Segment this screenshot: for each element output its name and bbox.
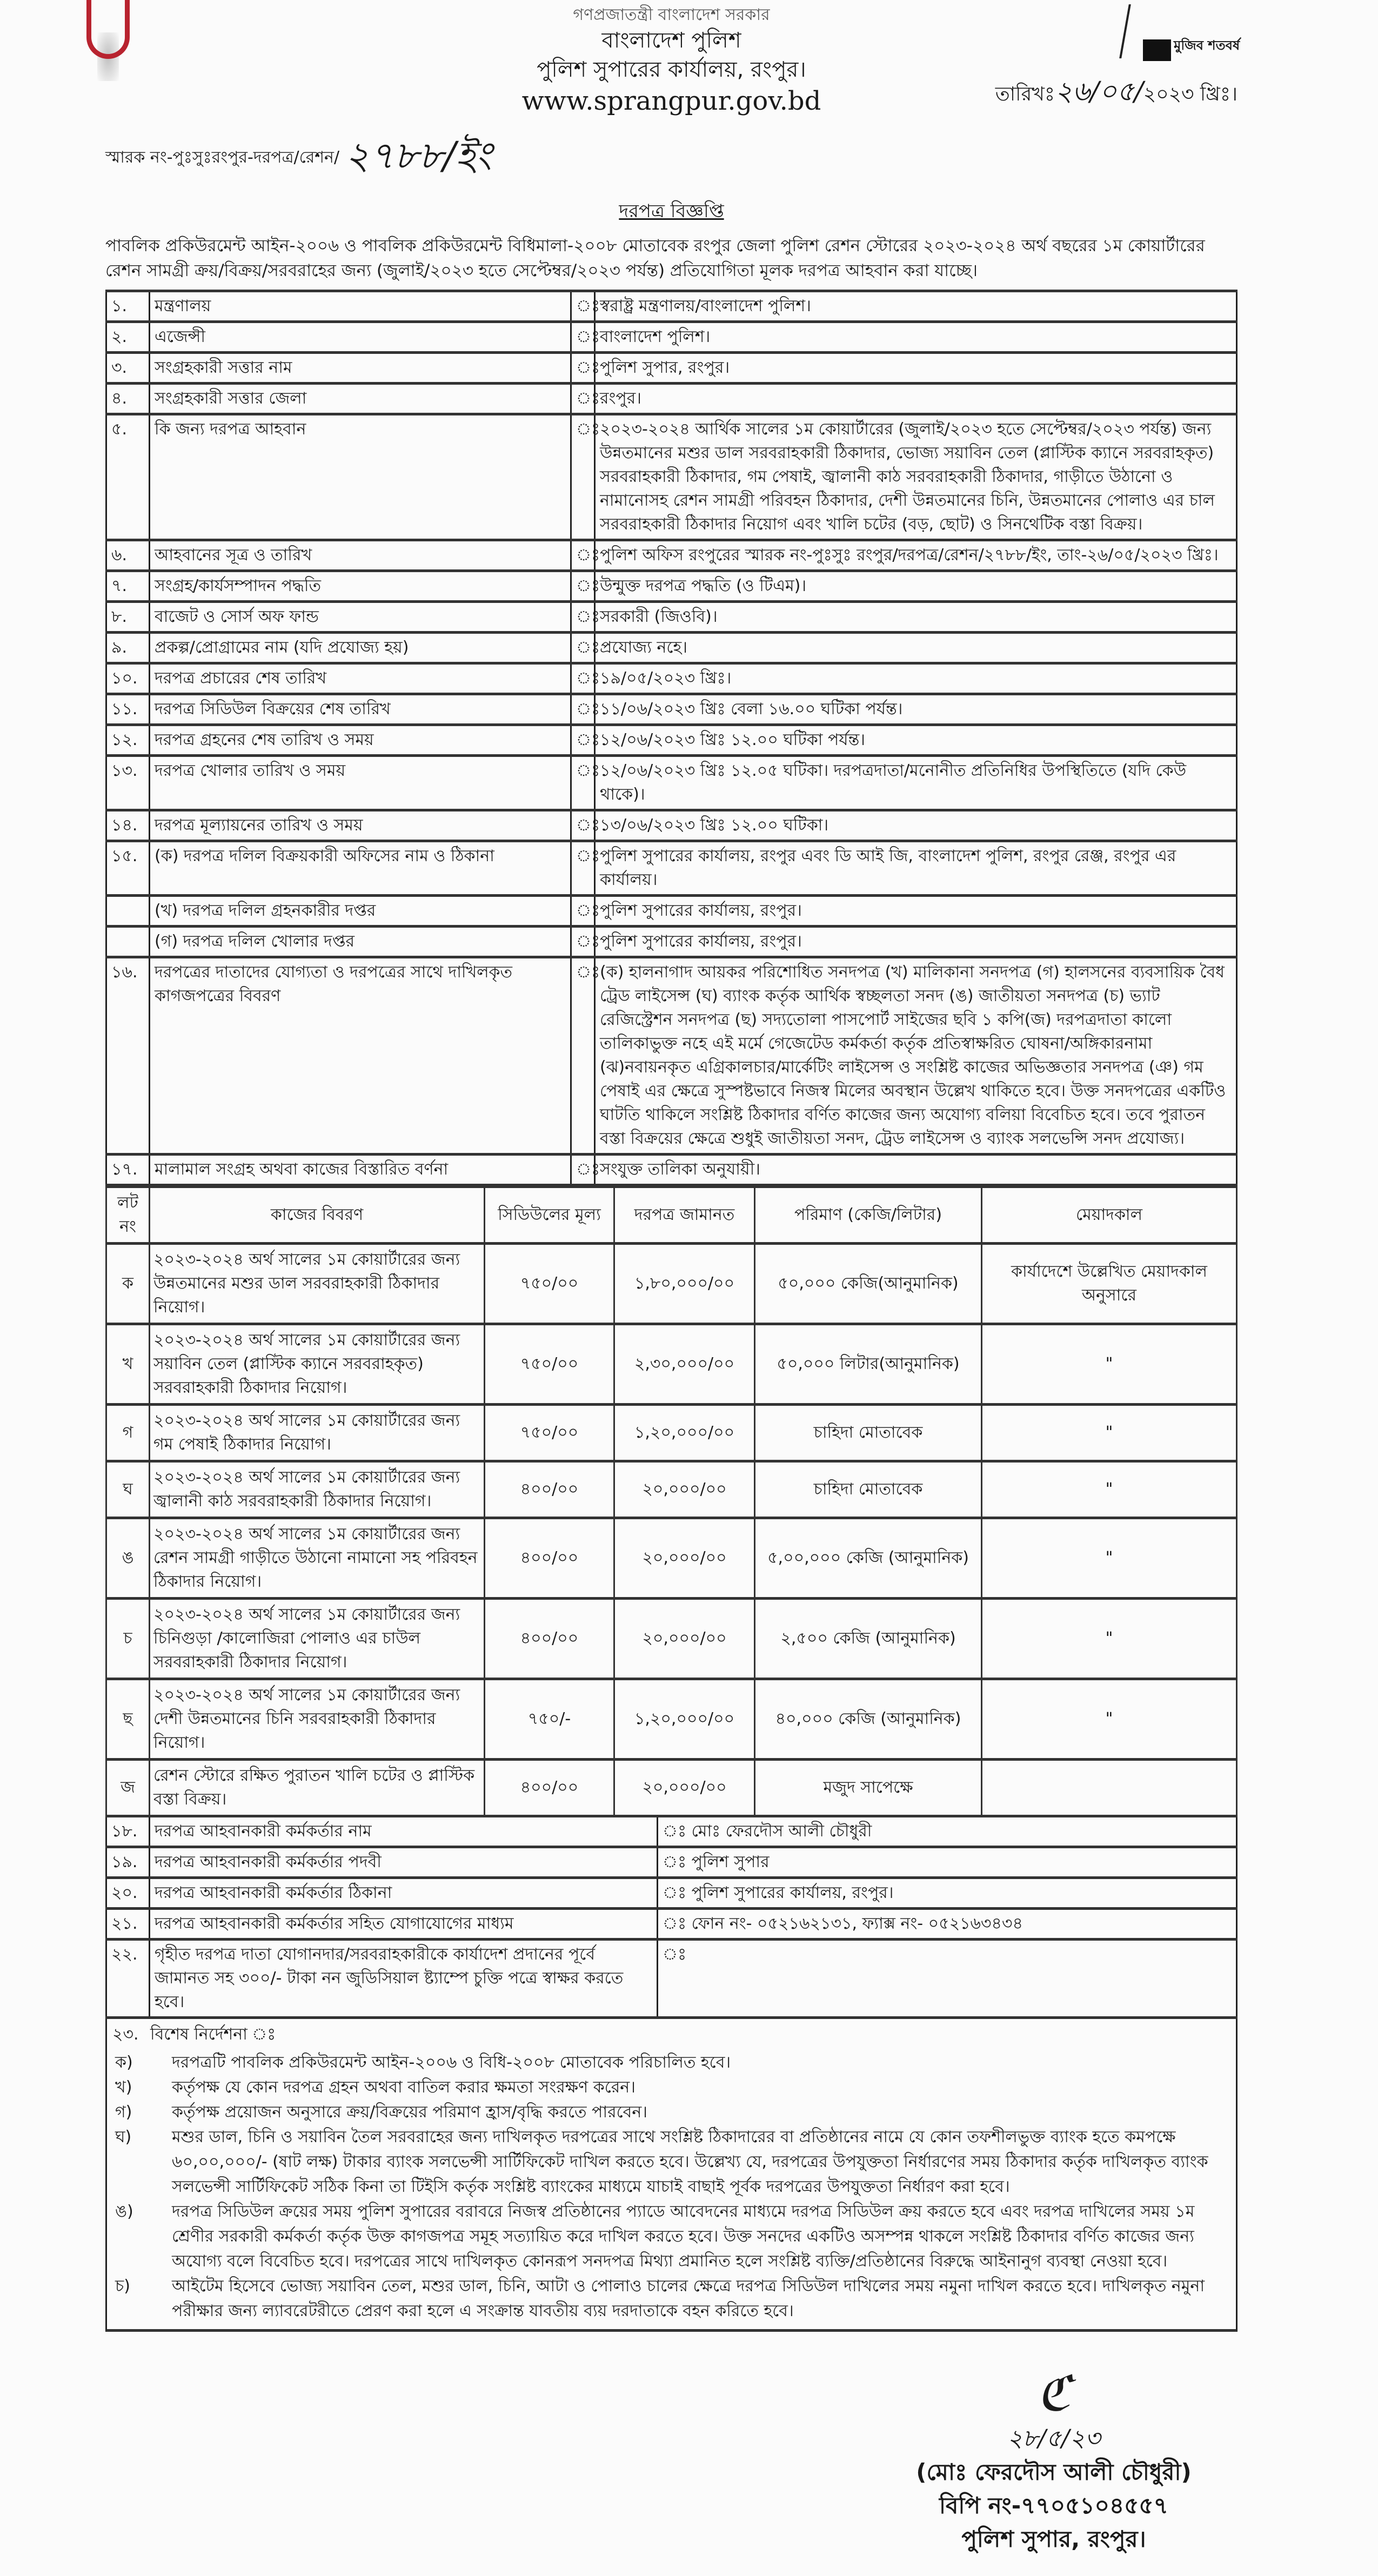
table-row <box>106 353 1237 384</box>
row-number: ১৯. <box>106 1847 150 1878</box>
row-value: (ক) হালনাগাদ আয়কর পরিশোধিত সনদপত্র (খ) মালিকানা সনদপত্র (গ) হালসনের ব্যবসায়িক বৈধ ট্রেড লাইসেন্স (ঘ) ব্যাংক কর্তৃক আর্থিক স্বচ্ছলতা সনদ (ঙ) জাতীয়তা সনদপত্র (চ) ভ্যাট রেজিস্ট্রেশন সনদপত্র (ছ) সদ্যতোলা পাসপোর্ট সাইজের ছবি ১ কপি(জ) দরপত্রদাতা কালো তালিকাভুক্ত নহে এই মর্মে গেজেটেড কর্মকর্তা কর্তৃক প্রতিস্বাক্ষরিত ঘোষনা/অঙ্গিকারনামা (ঝ)নবায়নকৃত এগ্রিকালচার/মার্কেটিং লাইসেন্স ও সংশ্লিষ্ট কাজের অভিজ্ঞতার সনদপত্র (ঞ) গম পেষাই এর ক্ষেত্রে সুস্পষ্টভাবে নিজস্ব মিলের অবস্থান উল্লেখ থাকিতে হবে। উক্ত সনদপত্রের একটিও ঘাটতি থাকিলে সংশ্লিষ্ট ঠিকাদার বর্ণিত কাজের জন্য অযোগ্য বলিয়া বিবেচিত হবে। তবে পুরাতন বস্তা বিক্রয়ের ক্ষেত্রে শুধুই জাতীয়তা সনদ, ট্রেড লাইসেন্স ও ব্যাংক সলভেন্সি সনদ প্রযোজ্য। <box>595 957 1237 1155</box>
row-value-text: পুলিশ সুপার <box>691 1853 770 1871</box>
instructions-number: ২৩. <box>112 2025 139 2044</box>
colon-separator: ঃ <box>571 353 595 384</box>
quantity: ২,৫০০ কেজি (আনুমানিক) <box>755 1599 982 1679</box>
table-row <box>106 725 1237 756</box>
colon-separator: ঃ <box>571 756 595 810</box>
row-number: ১৭. <box>106 1155 150 1185</box>
tender-deposit: ১,২০,০০০/০০ <box>614 1679 755 1760</box>
colon-separator: ঃ <box>571 384 595 414</box>
table-row <box>106 291 1237 322</box>
instruction-item <box>107 2125 1236 2199</box>
row-label: মালামাল সংগ্রহ অথবা কাজের বিস্তারিত বর্ণনা <box>150 1155 571 1185</box>
row-value: ১৩/০৬/২০২৩ খ্রিঃ ১২.০০ ঘটিকা। <box>595 810 1237 841</box>
office-name: পুলিশ সুপারের কার্যালয়, রংপুর। <box>537 57 806 82</box>
colon-separator: ঃ <box>571 291 595 322</box>
lot-number: ছ <box>106 1679 150 1760</box>
row-value <box>658 1817 1237 1847</box>
table-row <box>106 633 1237 663</box>
colon-separator: ঃ <box>571 957 595 1155</box>
officer-info-table <box>105 1817 1237 2019</box>
lot-row <box>106 1599 1237 1679</box>
row-value: পুলিশ সুপারের কার্যালয়, রংপুর। <box>595 927 1237 957</box>
paper-clip <box>81 0 135 59</box>
table-row <box>106 810 1237 841</box>
row-number: ১১. <box>106 694 150 725</box>
tender-deposit: ১,২০,০০০/০০ <box>614 1405 755 1461</box>
colon-separator: ঃ <box>571 841 595 896</box>
colon-separator: ঃ <box>571 927 595 957</box>
table-row <box>106 896 1237 927</box>
lot-row <box>106 1405 1237 1461</box>
govt-name: গণপ্রজাতন্ত্রী বাংলাদেশ সরকার <box>573 5 770 24</box>
table-row <box>106 927 1237 957</box>
lot-number: ঘ <box>106 1461 150 1518</box>
column-header: পরিমাণ (কেজি/লিটার) <box>755 1188 982 1244</box>
instructions-heading: বিশেষ নির্দেশনা ঃ <box>150 2025 276 2044</box>
lot-number: চ <box>106 1599 150 1679</box>
tender-info-table <box>105 290 1237 1186</box>
row-label: আহবানের সূত্র ও তারিখ <box>150 540 571 571</box>
row-number: ১২. <box>106 725 150 756</box>
table-row <box>106 384 1237 414</box>
lot-description: ২০২৩-২০২৪ অর্থ সালের ১ম কোয়ার্টারের জন্য চিনিগুড়া /কালোজিরা পোলাও এর চাউল সরবরাহকারী ঠিকাদার নিয়োগ। <box>150 1599 485 1679</box>
lot-row <box>106 1244 1237 1324</box>
signature-block <box>892 2364 1216 2554</box>
instruction-text: দরপত্রটি পাবলিক প্রকিউরমেন্ট আইন-২০০৬ ও বিধি-২০০৮ মোতাবেক পরিচালিত হবে। <box>172 2053 731 2072</box>
quantity: চাহিদা মোতাবেক <box>755 1461 982 1518</box>
row-number: ১৪. <box>106 810 150 841</box>
row-value-text: মোঃ ফেরদৌস আলী চৌধুরী <box>691 1822 872 1841</box>
colon-separator: ঃ <box>571 540 595 571</box>
row-number: ২১. <box>106 1909 150 1940</box>
lot-description: ২০২৩-২০২৪ অর্থ সালের ১ম কোয়ার্টারের জন্য উন্নতমানের মশুর ডাল সরবরাহকারী ঠিকাদার নিয়োগ। <box>150 1244 485 1324</box>
signature-date: ২৮/৫/২৩ <box>1007 2425 1101 2452</box>
colon-separator: ঃ <box>663 1853 692 1871</box>
row-label: (গ) দরপত্র দলিল খোলার দপ্তর <box>150 927 571 957</box>
website-link[interactable]: www.sprangpur.gov.bd <box>521 86 821 116</box>
row-value: প্রযোজ্য নহে। <box>595 633 1237 663</box>
lot-row <box>106 1679 1237 1760</box>
tender-deposit: ২০,০০০/০০ <box>614 1760 755 1816</box>
lot-description: ২০২৩-২০২৪ অর্থ সালের ১ম কোয়ার্টারের জন্য রেশন সামগ্রী গাড়ীতে উঠানো নামানো সহ পরিবহন ঠিকাদার নিয়োগ। <box>150 1518 485 1599</box>
instruction-item <box>107 2075 1236 2100</box>
colon-separator: ঃ <box>571 571 595 602</box>
lot-description: ২০২৩-২০২৪ অর্থ সালের ১ম কোয়ার্টারের জন্য সয়াবিন তেল (প্লাস্টিক ক্যানে সরবরাহকৃত) সরবরাহকারী ঠিকাদার নিয়োগ। <box>150 1324 485 1405</box>
colon-separator: ঃ <box>571 602 595 633</box>
date-suffix: ২০২৩ খ্রিঃ। <box>1143 83 1237 105</box>
table-row <box>106 756 1237 810</box>
instruction-text: দরপত্র সিডিউল ক্রয়ের সময় পুলিশ সুপারের বরাবরে নিজস্ব প্রতিষ্ঠানের প্যাডে আবেদনের মাধ্যমে দরপত্র সিডিউল ক্রয় করতে হবে এবং দরপত্র দাখিলের সময় ১ম শ্রেণীর সরকারী কর্মকর্তা কর্তৃক উক্ত কাগজপত্র সমূহ সত্যায়িত করে দাখিল করতে হবে। উক্ত সনদের একটিও অসম্পন্ন থাকলে সংশ্লিষ্ট ঠিকাদার বর্ণিত কাজের জন্য অযোগ্য বলে বিবেচিত হবে। দরপত্রের সাথে দাখিলকৃত কোনরূপ সনদপত্র মিথ্যা প্রমানিত হলে সংশ্লিষ্ট ব্যক্তি/প্রতিষ্ঠানের বিরুদ্ধে আইনানুগ ব্যবস্থা নেওয়া হবে। <box>172 2202 1195 2271</box>
row-value: উন্মুক্ত দরপত্র পদ্ধতি (ও টিএম)। <box>595 571 1237 602</box>
table-row <box>106 663 1237 694</box>
row-value: পুলিশ সুপারের কার্যালয়, রংপুর। <box>595 896 1237 927</box>
date-prefix: তারিখঃ <box>995 83 1055 105</box>
row-value-text: পুলিশ সুপারের কার্যালয়, রংপুর। <box>691 1883 894 1902</box>
row-value: ১২/০৬/২০২৩ খ্রিঃ ১২.০৫ ঘটিকা। দরপত্রদাতা/মনোনীত প্রতিনিধির উপস্থিতিতে (যদি কেউ থাকে)। <box>595 756 1237 810</box>
row-value: ২০২৩-২০২৪ আর্থিক সালের ১ম কোয়ার্টারের (জুলাই/২০২৩ হতে সেপ্টেম্বর/২০২৩ পর্যন্ত) জন্য উন্নতমানের মশুর ডাল সরবরাহকারী ঠিকাদার, ভোজ্য সয়াবিন তেল (প্লাস্টিক ক্যানে সরবরাহকৃত) সরবরাহকারী ঠিকাদার, গম পেষাই, জ্বালানী কাঠ সরবরাহকারী ঠিকাদার, গাড়ীতে উঠানো ও নামানোসহ রেশন সামগ্রী পরিবহন ঠিকাদার, দেশী উন্নতমানের চিনি, উন্নতমানের পোলাও এর চাল সরবরাহকারী ঠিকাদার নিয়োগ এবং খালি চটের (বড়, ছোট) ও সিনথেটিক বস্তা বিক্রয়। <box>595 414 1237 540</box>
lot-number: গ <box>106 1405 150 1461</box>
column-header: মেয়াদকাল <box>982 1188 1237 1244</box>
lot-row <box>106 1760 1237 1816</box>
row-label: দরপত্র সিডিউল বিক্রয়ের শেষ তারিখ <box>150 694 571 725</box>
lot-description: ২০২৩-২০২৪ অর্থ সালের ১ম কোয়ার্টারের জন্য দেশী উন্নতমানের চিনি সরবরাহকারী ঠিকাদার নিয়োগ। <box>150 1679 485 1760</box>
row-number: ৩. <box>106 353 150 384</box>
row-value: ১৯/০৫/২০২৩ খ্রিঃ। <box>595 663 1237 694</box>
quantity: ৫০,০০০ কেজি(আনুমানিক) <box>755 1244 982 1324</box>
page-title: দরপত্র বিজ্ঞপ্তি <box>619 200 724 222</box>
colon-separator: ঃ <box>571 663 595 694</box>
row-value: পুলিশ সুপারের কার্যালয়, রংপুর এবং ডি আই জি, বাংলাদেশ পুলিশ, রংপুর রেঞ্জ, রংপুর এর কার্যালয়। <box>595 841 1237 896</box>
lot-number: খ <box>106 1324 150 1405</box>
row-number <box>106 896 150 927</box>
instruction-text: আইটেম হিসেবে ভোজ্য সয়াবিন তেল, মশুর ডাল, চিনি, আটা ও পোলাও চালের ক্ষেত্রে দরপত্র সিডিউল দাখিলের সময় নমুনা দাখিল করতে হবে। দাখিলকৃত নমুনা পরীক্ষার জন্য ল্যাবরেটরীতে প্রেরণ করা হলে এ সংক্রান্ত যাবতীয় ব্যয় দরদাতাকে বহন করিতে হবে। <box>172 2277 1205 2320</box>
lot-row <box>106 1461 1237 1518</box>
row-label: দরপত্র আহবানকারী কর্মকর্তার নাম <box>150 1817 658 1847</box>
lot-description: ২০২৩-২০২৪ অর্থ সালের ১ম কোয়ার্টারের জন্য জ্বালানী কাঠ সরবরাহকারী ঠিকাদার নিয়োগ। <box>150 1461 485 1518</box>
column-header: দরপত্র জামানত <box>614 1188 755 1244</box>
row-value: ১১/০৬/২০২৩ খ্রিঃ বেলা ১৬.০০ ঘটিকা পর্যন্ত। <box>595 694 1237 725</box>
row-label: দরপত্র আহবানকারী কর্মকর্তার ঠিকানা <box>150 1878 658 1909</box>
colon-separator: ঃ <box>571 725 595 756</box>
instruction-label: ঘ) <box>115 2128 132 2146</box>
schedule-price: ৪০০/০০ <box>485 1760 614 1816</box>
special-instructions <box>105 2019 1237 2332</box>
emblem-text: মুজিব শতবর্ষ <box>1174 38 1240 53</box>
quantity: মজুদ সাপেক্ষে <box>755 1760 982 1816</box>
instruction-item <box>107 2199 1236 2274</box>
column-header: সিডিউলের মূল্য <box>485 1188 614 1244</box>
table-row <box>106 694 1237 725</box>
instruction-label: খ) <box>115 2078 132 2097</box>
row-label: দরপত্র আহবানকারী কর্মকর্তার পদবী <box>150 1847 658 1878</box>
colon-separator: ঃ <box>663 1945 687 1964</box>
row-label: দরপত্র গ্রহনের শেষ তারিখ ও সময় <box>150 725 571 756</box>
memo-number <box>105 126 1237 190</box>
table-row <box>106 841 1237 896</box>
row-value <box>658 1847 1237 1878</box>
column-header: লট নং <box>106 1188 150 1244</box>
table-row <box>106 1940 1237 2018</box>
row-number: ২০. <box>106 1878 150 1909</box>
row-label: বাজেট ও সোর্স অফ ফান্ড <box>150 602 571 633</box>
colon-separator: ঃ <box>663 1883 692 1902</box>
row-label: গৃহীত দরপত্র দাতা যোগানদার/সরবরাহকারীকে কার্যাদেশ প্রদানের পূর্বে জামানত সহ ৩০০/- টাকা নন জুডিসিয়াল ষ্ট্যাম্পে চুক্তি পত্রে স্বাক্ষর করতে হবে। <box>150 1940 658 2018</box>
colon-separator: ঃ <box>663 1914 692 1933</box>
column-header: কাজের বিবরণ <box>150 1188 485 1244</box>
row-label: (ক) দরপত্র দলিল বিক্রয়কারী অফিসের নাম ও ঠিকানা <box>150 841 571 896</box>
row-number: ৭. <box>106 571 150 602</box>
colon-separator: ঃ <box>571 896 595 927</box>
instruction-label: ক) <box>115 2053 133 2072</box>
signatory-name: (মোঃ ফেরদৌস আলী চৌধুরী) <box>916 2459 1192 2485</box>
row-value <box>658 1878 1237 1909</box>
schedule-price: ৪০০/০০ <box>485 1599 614 1679</box>
term <box>982 1760 1237 1816</box>
signature-scrawl: ℭ <box>1036 2365 1071 2422</box>
colon-separator: ঃ <box>571 694 595 725</box>
row-number: ৬. <box>106 540 150 571</box>
table-row <box>106 1909 1237 1940</box>
row-label: মন্ত্রণালয় <box>150 291 571 322</box>
quantity: ৪০,০০০ কেজি (আনুমানিক) <box>755 1679 982 1760</box>
org-name: বাংলাদেশ পুলিশ <box>601 28 741 53</box>
row-label: সংগ্রহকারী সত্তার জেলা <box>150 384 571 414</box>
top-section <box>105 0 1240 118</box>
row-label: দরপত্র মূল্যায়নের তারিখ ও সময় <box>150 810 571 841</box>
instruction-item <box>107 2050 1236 2075</box>
table-row <box>106 540 1237 571</box>
row-value: সংযুক্ত তালিকা অনুযায়ী। <box>595 1155 1237 1185</box>
row-number <box>106 927 150 957</box>
tender-deposit: ২০,০০০/০০ <box>614 1599 755 1679</box>
term: " <box>982 1679 1237 1760</box>
table-row <box>106 602 1237 633</box>
row-value: পুলিশ সুপার, রংপুর। <box>595 353 1237 384</box>
schedule-price: ৪০০/০০ <box>485 1518 614 1599</box>
row-value: পুলিশ অফিস রংপুরের স্মারক নং-পুঃসুঃ রংপুর/দরপত্র/রেশন/২৭৮৮/ইং, তাং-২৬/০৫/২০২৩ খ্রিঃ। <box>595 540 1237 571</box>
quantity: চাহিদা মোতাবেক <box>755 1405 982 1461</box>
quantity: ৫,০০,০০০ কেজি (আনুমানিক) <box>755 1518 982 1599</box>
instruction-text: কর্তৃপক্ষ যে কোন দরপত্র গ্রহন অথবা বাতিল করার ক্ষমতা সংরক্ষণ করেন। <box>172 2078 636 2097</box>
term: " <box>982 1405 1237 1461</box>
instruction-label: চ) <box>115 2277 130 2296</box>
row-value: রংপুর। <box>595 384 1237 414</box>
table-row <box>106 571 1237 602</box>
schedule-price: ৭৫০/০০ <box>485 1324 614 1405</box>
tender-deposit: ২০,০০০/০০ <box>614 1518 755 1599</box>
table-row <box>106 1878 1237 1909</box>
instruction-text: মশুর ডাল, চিনি ও সয়াবিন তৈল সরবরাহের জন্য দাখিলকৃত দরপত্রের সাথে সংশ্লিষ্ট ঠিকাদারের বা প্রতিষ্ঠানের নামে যে কোন তফশীলভুক্ত ব্যাংক হতে কমপক্ষে ৬০,০০,০০০/- (ষাট লক্ষ) টাকার ব্যাংক সলভেন্সী সার্টিফিকেট দাখিল করতে হবে। উল্লেখ্য যে, দরপত্রের উপযুক্ততা নির্ধারণের সময় ঠিকাদার কর্তৃক দাখিলকৃত ব্যাংক সলভেন্সী সার্টিফিকেট সঠিক কিনা তা টিইসি কর্তৃক সংশ্লিষ্ট ব্যাংকের মাধ্যমে যাচাই বাছাই পূর্বক দরপত্রের উপযুক্ততা নির্ধারণ করা হবে। <box>172 2128 1208 2196</box>
table-row <box>106 957 1237 1155</box>
table-row <box>106 1817 1237 1847</box>
lot-number: ঙ <box>106 1518 150 1599</box>
row-value-text: ফোন নং- ০৫২১৬২১৩১, ফ্যাক্স নং- ০৫২১৬৩৪৩৪ <box>691 1914 1023 1933</box>
table-row <box>106 1155 1237 1185</box>
lot-description: ২০২৩-২০২৪ অর্থ সালের ১ম কোয়ার্টারের জন্য গম পেষাই ঠিকাদার নিয়োগ। <box>150 1405 485 1461</box>
row-number: ৮. <box>106 602 150 633</box>
term: " <box>982 1518 1237 1599</box>
row-number: ১. <box>106 291 150 322</box>
instruction-item <box>107 2274 1236 2324</box>
row-value <box>658 1909 1237 1940</box>
mujib-centenary-logo-icon <box>1113 4 1240 64</box>
row-value: সরকারী (জিওবি)। <box>595 602 1237 633</box>
row-label: দরপত্র আহবানকারী কর্মকর্তার সহিত যোগাযোগের মাধ্যম <box>150 1909 658 1940</box>
quantity: ৫০,০০০ লিটার(আনুমানিক) <box>755 1324 982 1405</box>
colon-separator: ঃ <box>571 1155 595 1185</box>
row-number: ৫. <box>106 414 150 540</box>
term: " <box>982 1461 1237 1518</box>
row-number: ১৬. <box>106 957 150 1155</box>
colon-separator: ঃ <box>571 810 595 841</box>
row-label: দরপত্র খোলার তারিখ ও সময় <box>150 756 571 810</box>
row-label: (খ) দরপত্র দলিল গ্রহনকারীর দপ্তর <box>150 896 571 927</box>
lot-row <box>106 1518 1237 1599</box>
colon-separator: ঃ <box>663 1822 692 1841</box>
row-label: দরপত্রের দাতাদের যোগ্যতা ও দরপত্রের সাথে দাখিলকৃত কাগজপত্রের বিবরণ <box>150 957 571 1155</box>
colon-separator: ঃ <box>571 633 595 663</box>
letterhead <box>483 4 861 118</box>
row-value: ১২/০৬/২০২৩ খ্রিঃ ১২.০০ ঘটিকা পর্যন্ত। <box>595 725 1237 756</box>
row-value: স্বরাষ্ট্র মন্ত্রণালয়/বাংলাদেশ পুলিশ। <box>595 291 1237 322</box>
tender-deposit: ১,৮০,০০০/০০ <box>614 1244 755 1324</box>
row-number: ১৩. <box>106 756 150 810</box>
row-label: কি জন্য দরপত্র আহবান <box>150 414 571 540</box>
table-row <box>106 414 1237 540</box>
lot-number: জ <box>106 1760 150 1816</box>
intro-paragraph: পাবলিক প্রকিউরমেন্ট আইন-২০০৬ ও পাবলিক প্রকিউরমেন্ট বিধিমালা-২০০৮ মোতাবেক রংপুর জেলা পুলিশ রেশন স্টোরের ২০২৩-২০২৪ অর্থ বছরের ১ম কোয়ার্টারের রেশন সামগ্রী ক্রয়/বিক্রয়/সরবরাহের জন্য (জুলাই/২০২৩ হতে সেপ্টেম্বর/২০২৩ পর্যন্ত) প্রতিযোগিতা মূলক দরপত্র আহবান করা যাচ্ছে। <box>105 236 1205 280</box>
row-number: ৪. <box>106 384 150 414</box>
lot-table <box>105 1186 1237 1817</box>
term: " <box>982 1599 1237 1679</box>
row-label: এজেন্সী <box>150 322 571 353</box>
row-number: ২২. <box>106 1940 150 2018</box>
schedule-price: ৭৫০/০০ <box>485 1244 614 1324</box>
tender-deposit: ২,৩০,০০০/০০ <box>614 1324 755 1405</box>
row-label: সংগ্রহ/কার্যসম্পাদন পদ্ধতি <box>150 571 571 602</box>
issue-date <box>995 71 1237 116</box>
memo-prefix: স্মারক নং-পুঃসুঃরংপুর-দরপত্র/রেশন/ <box>105 148 340 167</box>
row-number: ২. <box>106 322 150 353</box>
lot-row <box>106 1324 1237 1405</box>
term: কার্যাদেশে উল্লেখিত মেয়াদকাল অনুসারে <box>982 1244 1237 1324</box>
instruction-text: কর্তৃপক্ষ প্রয়োজন অনুসারে ক্রয়/বিক্রয়ের পরিমাণ হ্রাস/বৃদ্ধি করতে পারবেন। <box>172 2103 647 2122</box>
tender-deposit: ২০,০০০/০০ <box>614 1461 755 1518</box>
colon-separator: ঃ <box>571 322 595 353</box>
row-number: ৯. <box>106 633 150 663</box>
row-number: ১০. <box>106 663 150 694</box>
instruction-label: ঙ) <box>115 2202 133 2221</box>
row-label: দরপত্র প্রচারের শেষ তারিখ <box>150 663 571 694</box>
term: " <box>982 1324 1237 1405</box>
signatory-bp-number: বিপি নং-৭৭০৫১০৪৫৫৭ <box>939 2492 1168 2519</box>
document-page <box>105 0 1240 2576</box>
lot-description: রেশন স্টোরে রক্ষিত পুরাতন খালি চটের ও প্লাস্টিক বস্তা বিক্রয়। <box>150 1760 485 1816</box>
schedule-price: ৭৫০/- <box>485 1679 614 1760</box>
row-value <box>658 1940 1237 2018</box>
schedule-price: ৭৫০/০০ <box>485 1405 614 1461</box>
table-row <box>106 1847 1237 1878</box>
instruction-item <box>107 2100 1236 2125</box>
row-label: সংগ্রহকারী সত্তার নাম <box>150 353 571 384</box>
row-label: প্রকল্প/প্রোগ্রামের নাম (যদি প্রযোজ্য হয়) <box>150 633 571 663</box>
header-right <box>935 4 1240 116</box>
handwritten-date: ২৬/০৫/ <box>1055 76 1143 107</box>
colon-separator: ঃ <box>571 414 595 540</box>
row-number: ১৮. <box>106 1817 150 1847</box>
row-number: ১৫. <box>106 841 150 896</box>
instruction-label: গ) <box>115 2103 132 2122</box>
lot-number: ক <box>106 1244 150 1324</box>
row-value: বাংলাদেশ পুলিশ। <box>595 322 1237 353</box>
signatory-designation: পুলিশ সুপার, রংপুর। <box>961 2526 1146 2552</box>
handwritten-memo-number: ২৭৮৮/ইং <box>345 133 492 178</box>
schedule-price: ৪০০/০০ <box>485 1461 614 1518</box>
table-row <box>106 322 1237 353</box>
